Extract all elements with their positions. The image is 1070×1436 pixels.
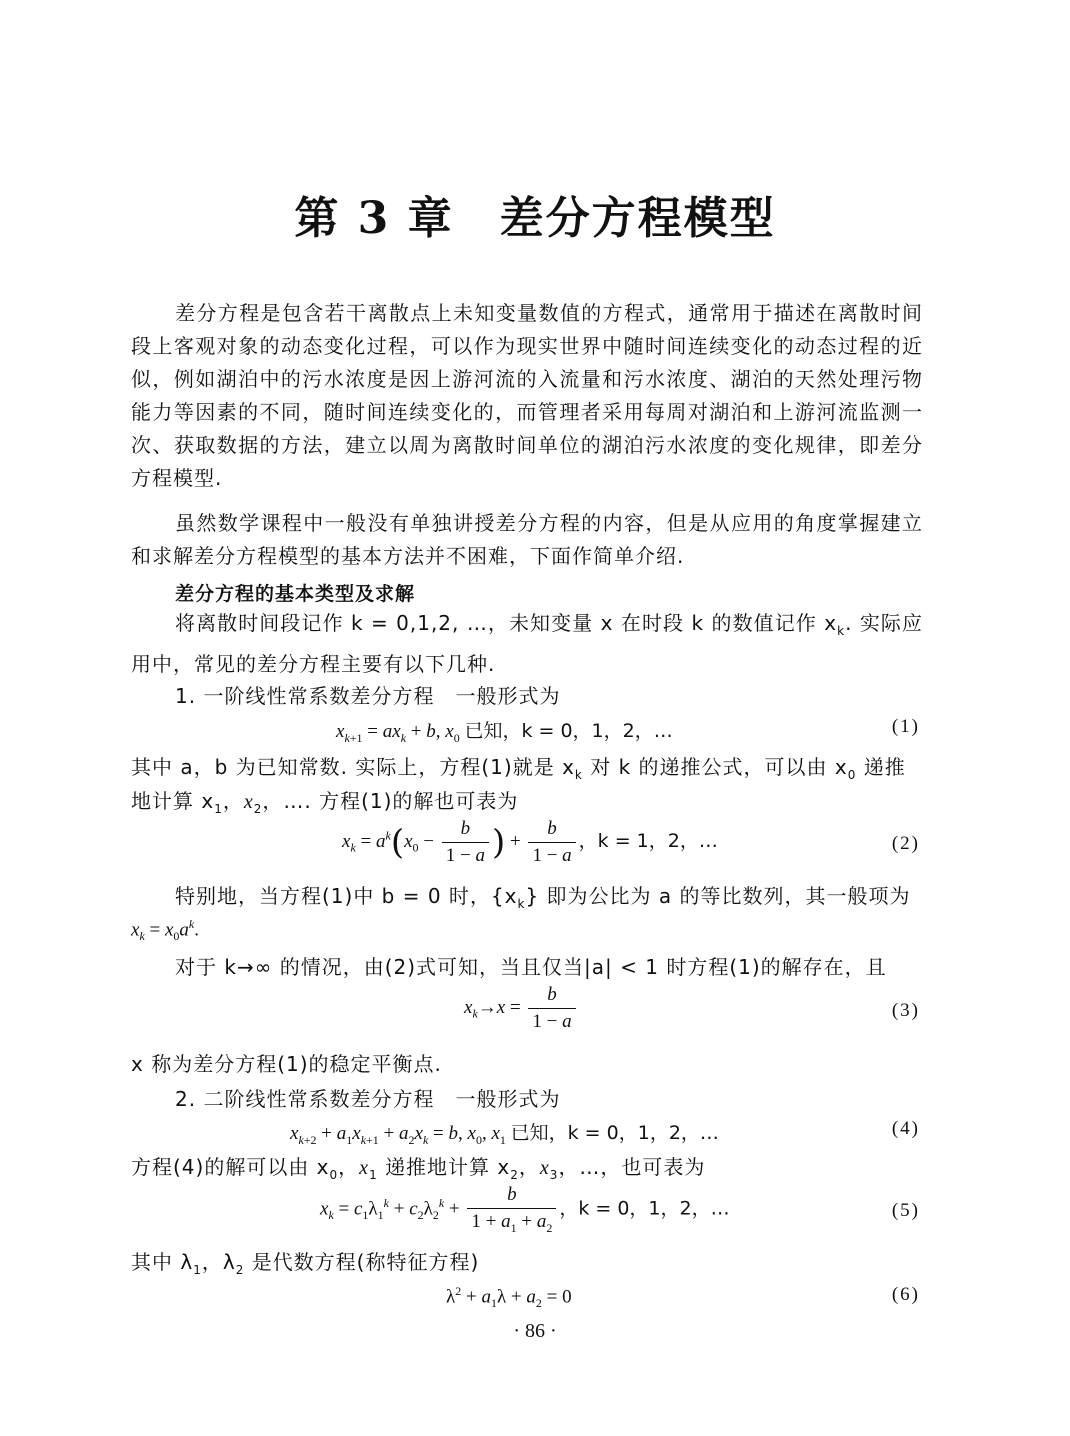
after-eq1-line1: 其中 a，b 为已知常数. 实际上，方程(1)就是 $x_k$ 对 k 的递推公式，可以由 $x_0$ 递推 [131,755,906,782]
special-case-text-a: 特别地，当方程(1)中 b = 0 时，{x [175,884,518,908]
special-case-text-b: } 即为公比为 a 的等比数列，其一般项为 [525,884,911,908]
equation-5: $x_k = c_1\lambda_1^k + c_2\lambda_2^k$ + $\frac{b}{1 + a_1 + a_2}$ ，k = 0，1，2，… [320,1184,730,1235]
after-eq1-line2: 地计算 $x_1$，$x_2$，…. 方程(1)的解也可表为 [131,789,519,816]
section-heading: 差分方程的基本类型及求解 [175,583,416,605]
geometric-term: $x_k = x_0a^k$. [131,917,199,944]
after-eq1-text-a: 其中 a，b 为已知常数. 实际上，方程(1)就是 x [131,755,575,779]
after-eq4-text-a: 方程(4)的解可以由 x [131,1155,330,1179]
after-eq5-line: 其中 $\lambda_1$，$\lambda_2$ 是代数方程(称特征方程) [131,1250,480,1277]
page-number: · 86 · [513,1320,557,1342]
equation-1-tail: 已知，k = 0，1，2，… [464,720,673,742]
after-eq4-line: 方程(4)的解可以由 $x_0$，$x_1$ 递推地计算 $x_2$，$x_3$，…，也可表为 [131,1155,706,1182]
after-eq1-text-b: 对 k 的递推公式，可以由 x [590,755,848,779]
equation-4-number: (4) [891,1118,920,1139]
limit-line: 对于 k→∞ 的情况，由(2)式可知，当且仅当|a| < 1 时方程(1)的解存在，且 [175,955,887,979]
after-eq5-text-b: 是代数方程(称特征方程) [251,1250,480,1274]
chapter-title [0,182,1070,246]
after-eq1-text-d: 地计算 x [131,789,215,813]
equation-1-number: (1) [891,716,920,737]
equation-1: $x_{k+1} = ax_k + b$, $x_0$ 已知，k = 0，1，2，… [336,720,673,745]
section-paragraph-b: . 实际应用中，常见的差分方程主要有以下几种. [131,611,923,676]
after-eq1-text-e: ，…. 方程(1)的解也可表为 [262,789,519,813]
item-2-heading: 2. 二阶线性常系数差分方程 一般形式为 [175,1087,561,1111]
equation-5-tail: ，k = 0，1，2，… [559,1197,730,1220]
after-eq1-text-c: 递推 [863,755,906,779]
equation-6: $\lambda^2 + a_1\lambda + a_2 = 0$ [446,1284,572,1311]
second-paragraph: 虽然数学课程中一般没有单独讲授差分方程的内容，但是从应用的角度掌握建立和求解差分方程模型的基本方法并不困难，下面作简单介绍. [131,511,923,568]
equation-5-number: (5) [891,1200,920,1221]
after-eq4-text-b: 递推地计算 x [385,1155,511,1179]
equation-2-number: (2) [891,833,920,854]
equation-4: $x_{k+2} + a_1x_{k+1} + a_2x_k = b$, $x_0$, $x_1$ 已知，k = 0，1，2，… [290,1122,719,1147]
stable-point-line: x 称为差分方程(1)的稳定平衡点. [131,1052,442,1076]
special-case-line: 特别地，当方程(1)中 b = 0 时，$\{x_k\}$ 即为公比为 a 的等比数列，其一般项为 [175,884,911,911]
item-1-heading: 1. 一阶线性常系数差分方程 一般形式为 [175,684,561,708]
after-eq4-text-c: ，…，也可表为 [558,1155,706,1179]
section-paragraph: 将离散时间段记作 k = 0,1,2, …，未知变量 x 在时段 k 的数值记作 $x_k$. 实际应用中，常见的差分方程主要有以下几种. [131,611,923,676]
chapter-name: 差分方程模型 [499,193,776,244]
equation-6-number: (6) [891,1284,920,1305]
equation-4-tail: 已知，k = 0，1，2，… [510,1122,719,1144]
equation-3: $x_k\to x$ = $\frac{b}{1 - a}$ [464,984,579,1033]
chapter-label: 第 3 章 [294,193,454,244]
equation-3-number: (3) [891,1000,920,1021]
equation-2: $x_k = a^k(x_0$ − $\frac{b}{1 - a}$ ) + $\frac{b}{1 - a}$ ，k = 1，2，… [342,818,718,866]
section-paragraph-a: 将离散时间段记作 k = 0,1,2, …，未知变量 x 在时段 k 的数值记作 x [175,611,838,635]
intro-paragraph: 差分方程是包含若干离散点上未知变量数值的方程式，通常用于描述在离散时间段上客观对象的动态变化过程，可以作为现实世界中随时间连续变化的动态过程的近似，例如湖泊中的污水浓度是因上游河流的入流量和污水浓度、湖泊的天然处理污物能力等因素的不同，随时间连续变化的，而管理者采用每周对湖泊和上游河流监测一次、获取数据的方法，建立以周为离散时间单位的湖泊污水浓度的变化规律，即差分方程模型. [131,301,923,490]
after-eq5-text-a: 其中 λ [131,1250,194,1274]
equation-2-tail: ，k = 1，2，… [578,829,718,852]
